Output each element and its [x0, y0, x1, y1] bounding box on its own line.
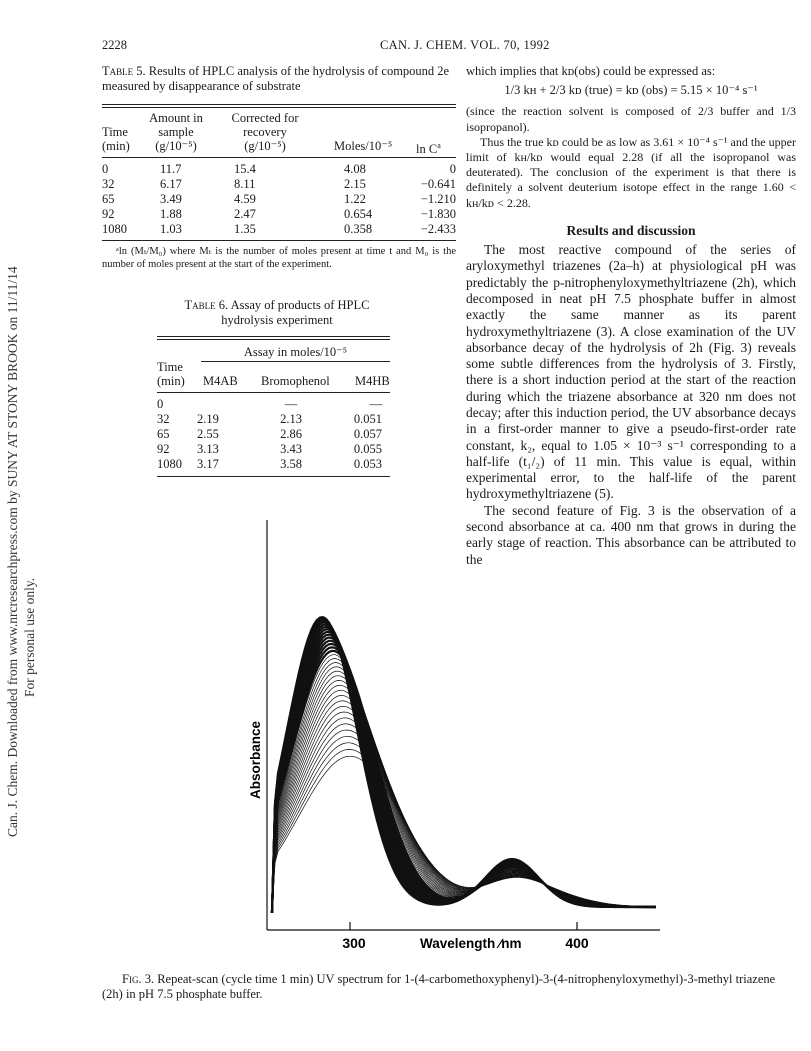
t6-group-rule: [201, 361, 390, 362]
table6-cell: 65: [157, 427, 170, 441]
spectrum-scan-curve: [272, 632, 656, 913]
table6-cell: 32: [157, 412, 170, 426]
watermark-line-1: Can. J. Chem. Downloaded from www.nrcresearchpress.com by SUNY AT STONY BROOK on 11/11/14: [5, 266, 20, 837]
table6-caption: [157, 298, 397, 328]
spectrum-scan-curve: [272, 667, 656, 913]
table5-cell: 15.4: [234, 162, 256, 176]
t5-head-amount-3: (g/10⁻⁵): [155, 139, 197, 154]
spectrum-scan-curve: [272, 724, 656, 913]
t5-head-amount: [140, 111, 212, 154]
table5-cell: −2.433: [420, 222, 456, 236]
t5-head-time-1: Time: [102, 125, 128, 139]
table5-cell: 1.88: [160, 207, 182, 221]
t5-head-amount-2: sample: [158, 125, 194, 140]
figure-caption-text: Repeat-scan (cycle time 1 min) UV spectrum for 1-(4-carbomethoxyphenyl)-3-(4-nitrophenyloxymethyl)-3-methyl triazene (2h) in pH 7.5 phosphate buffer.: [102, 972, 776, 1001]
table6-cell: 2.19: [197, 412, 219, 426]
section-heading: Results and discussion: [566, 222, 696, 238]
rc-body-p2: The second feature of Fig. 3 is the observation of a second absorbance at ca. 400 nm that grows in during the early stage of reaction. This absorbance can be attributed to the: [466, 502, 796, 567]
t6-head-bromophenol: Bromophenol: [261, 374, 330, 388]
t5-head-ln-text: ln C: [416, 142, 438, 157]
table5-caption-text: Results of HPLC analysis of the hydrolysis of compound 2e measured by disappearance of substrate: [102, 64, 450, 93]
rc-para: Thus the true kᴅ could be as low as 3.61 × 10⁻⁴ s⁻¹ and the upper limit of kʜ/kᴅ would equal 2.28 (if all the isopropanol was deuterated). The conclusion of the experiment is that there is definitely a solvent deuterium isotope effect in the range 1.60 < kʜ/kᴅ < 2.28.: [466, 134, 796, 210]
table6-top-rule: [157, 336, 390, 337]
spectrum-scan-curve: [272, 629, 656, 913]
table6-body: [157, 397, 390, 472]
spectrum-scan-curve: [272, 736, 656, 913]
table6-cell: 2.55: [197, 427, 219, 441]
t5-head-ln-mark: a: [437, 141, 441, 150]
spectrum-scan-curve: [272, 695, 656, 913]
table5-cell: 3.49: [160, 192, 182, 206]
x-tick-label-300: 300: [342, 935, 366, 951]
spectrum-scan-curve: [272, 644, 656, 913]
table6-cell: —: [284, 397, 298, 411]
table6-bottom-rule: [157, 476, 390, 477]
table5-body: [102, 162, 456, 237]
table5-cell: 11.7: [160, 162, 182, 176]
spectrum-scan-curve: [272, 671, 656, 913]
table5-row: [102, 192, 456, 207]
table5-cell: 0.358: [344, 222, 373, 236]
figure-caption-label: Fig. 3.: [122, 972, 155, 986]
table6-cell: 3.17: [197, 457, 219, 471]
table6-row: [157, 397, 390, 412]
table5-row: [102, 177, 456, 192]
table6-header: [157, 343, 390, 391]
table5-header-rule: [102, 157, 456, 158]
spectrum-scan-curve: [272, 655, 656, 913]
table5-cell: 0: [449, 162, 456, 176]
spectrum-scan-curve: [272, 730, 656, 913]
spectrum-scan-curve: [272, 641, 656, 913]
table6-cell: 92: [157, 442, 170, 456]
x-tick-label-400: 400: [565, 935, 589, 951]
uv-spectrum-figure: [230, 515, 660, 955]
t6-head-time: [157, 360, 185, 388]
table6-cell: 0.051: [353, 412, 382, 426]
table6-cell: 2.13: [280, 412, 302, 426]
spectrum-scan-curve: [272, 617, 656, 913]
t5-head-amount-1: Amount in: [149, 111, 203, 125]
table5-cell: 1080: [102, 222, 127, 236]
t5-head-corr-2: recovery: [243, 125, 287, 140]
table6-cell: 3.58: [280, 457, 302, 471]
y-axis-label: Absorbance: [248, 720, 263, 800]
t5-head-corr-3: (g/10⁻⁵): [244, 139, 286, 154]
table5-top-rule: [102, 104, 456, 105]
right-column: [466, 64, 796, 568]
t5-head-ln: [416, 139, 441, 156]
table5-top-rule-2: [102, 107, 456, 108]
spectrum-scan-curve: [272, 690, 656, 913]
table5-caption: [102, 64, 456, 94]
rc-equation: 1/3 kʜ + 2/3 kᴅ (true) = kᴅ (obs) = 5.15 × 10⁻⁴ s⁻¹: [504, 83, 758, 98]
table6-cell: 0: [157, 397, 164, 411]
t5-head-corr-1: Corrected for: [231, 111, 299, 125]
table5-cell: 1.22: [344, 192, 366, 206]
t5-head-moles: Moles/10⁻⁵: [334, 139, 393, 153]
table5-cell: 6.17: [160, 177, 182, 191]
spectrum-scan-curve: [272, 712, 656, 913]
rc-note: (since the reaction solvent is composed of 2/3 buffer and 1/3 isopropanol).: [466, 104, 796, 134]
table5-row: [102, 222, 456, 237]
t5-head-corrected: [220, 111, 310, 154]
table5-cell: 8.11: [234, 177, 256, 191]
page-number: 2228: [102, 38, 127, 52]
watermark-line-2: For personal use only.: [22, 577, 37, 697]
t6-head-m4ab: M4AB: [203, 374, 238, 388]
table5-cell: 0.654: [344, 207, 373, 221]
spectrum-scan-curve: [272, 619, 656, 913]
t6-group-header: Assay in moles/10⁻⁵: [243, 345, 348, 359]
spectrum-scan-curve: [272, 663, 656, 914]
table6-row: [157, 442, 390, 457]
table6-cell: 0.055: [353, 442, 382, 456]
table5-cell: 32: [102, 177, 115, 191]
spectrum-scan-curve: [272, 706, 656, 913]
table5-cell: 1.35: [234, 222, 256, 236]
table6-cell: 1080: [157, 457, 182, 471]
table6-cell: 3.43: [280, 442, 302, 456]
table5-cell: 0: [102, 162, 109, 176]
t6-head-time-1: Time: [157, 360, 183, 374]
table6-row: [157, 412, 390, 427]
running-head: CAN. J. CHEM. VOL. 70, 1992: [380, 38, 550, 52]
spectrum-scan-curve: [272, 685, 656, 913]
table5-cell: 2.47: [234, 207, 256, 221]
table6-cell: 0.057: [353, 427, 382, 441]
spectrum-scan-curve: [272, 625, 656, 914]
spectrum-scan-curve: [272, 651, 656, 913]
t6-head-time-2: (min): [157, 374, 185, 388]
figure-caption: [102, 972, 796, 1002]
watermark-text: [4, 266, 38, 837]
table6-cell: 2.86: [280, 427, 302, 441]
spectrum-scan-curve: [272, 701, 656, 913]
t6-head-m4hb: M4HB: [355, 374, 390, 388]
table6-cell: [197, 397, 241, 412]
table5-cell: 4.08: [344, 162, 366, 176]
table5-row: [102, 162, 456, 177]
table5-footnote: ᵃln (Mₜ/M₀) where Mₜ is the number of moles present at time t and M₀ is the number of moles present at the start of the experiment.: [102, 246, 456, 270]
table5-cell: 92: [102, 207, 115, 221]
table5-row: [102, 207, 456, 222]
table5-cell: −1.210: [420, 192, 456, 206]
table5-cell: 1.03: [160, 222, 182, 236]
table6-cell: —: [369, 397, 382, 411]
spectrum-scan-curve: [272, 676, 656, 913]
table5-label: Table 5.: [102, 64, 146, 78]
table5-cell: 65: [102, 192, 115, 206]
rc-body-p1: The most reactive compound of the series of aryloxymethyl triazenes (2a–h) at physiological pH was predictably the p-nitrophenyloxymethyltriazene (2h), which decomposed in neat pH 7.5 phosphate buffer in almost exactly the same manner as its parent hydroxymethyltriazene (3). A close examination of the UV absorbance decay of the hydrolysis of 2h (Fig. 3) reveals some subtle differences from the hydrolysis of 3. Firstly, there is a short induction period at the start of the reaction during which the triazene absorbance at 320 nm does not decay; after this induction period, the UV absorbance decays in a first-order manner to give a pseudo-first-order rate constant, k₂, equal to 1.05 × 10⁻³ s⁻¹ corresponding to a half-life (t₁/₂) of 11 min. This value is equal, within experimental error, to the half-life of the parent hydroxymethyltriazene (5).: [466, 242, 796, 502]
table6-cell: 0.053: [353, 457, 382, 471]
table6-header-rule: [157, 392, 390, 393]
table5-cell: 2.15: [344, 177, 366, 191]
table6-cell: 3.13: [197, 442, 219, 456]
table6-caption-text: Assay of products of HPLC hydrolysis experiment: [221, 298, 370, 327]
spectrum-scan-curve: [272, 635, 656, 913]
table5-bottom-rule: [102, 240, 456, 241]
rc-intro: which implies that kᴅ(obs) could be expressed as:: [466, 64, 716, 78]
table5-cell: −1.830: [420, 207, 456, 221]
spectrum-scan-curve: [272, 647, 656, 913]
spectrum-scan-curve: [272, 621, 656, 914]
spectra-curves: [272, 617, 656, 913]
t5-head-time: [102, 125, 130, 153]
table6-top-rule-2: [157, 339, 390, 340]
table6-row: [157, 427, 390, 442]
spectrum-scan-curve: [272, 638, 656, 914]
table5-cell: −0.641: [420, 177, 456, 191]
spectrum-scan-curve: [272, 680, 656, 913]
table5-cell: 4.59: [234, 192, 256, 206]
t5-head-time-2: (min): [102, 139, 130, 154]
table6-row: [157, 457, 390, 472]
x-axis-label: Wavelength ∕nm: [420, 936, 522, 951]
download-watermark: [0, 225, 37, 845]
table6-label: Table 6.: [184, 298, 229, 312]
